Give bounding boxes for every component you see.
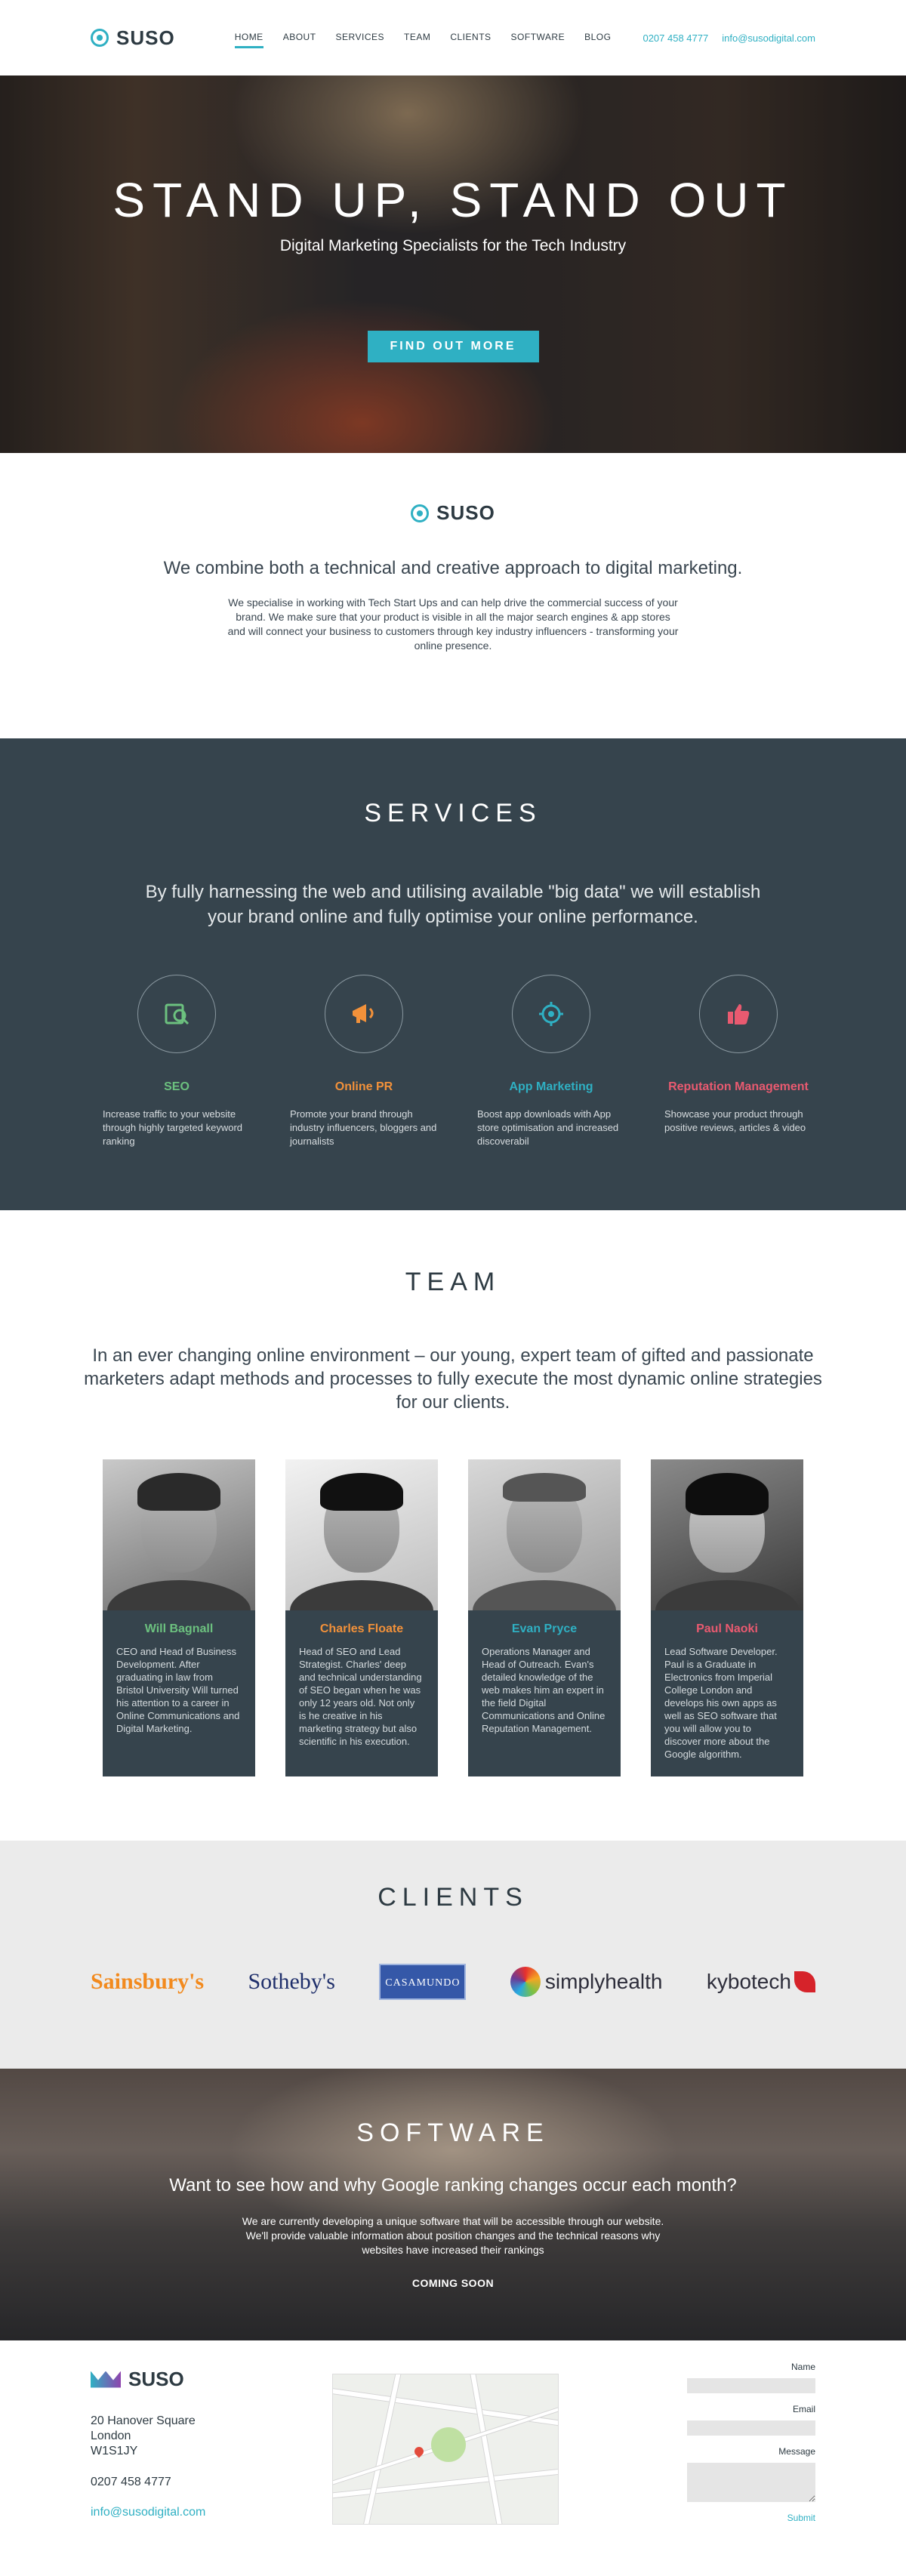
team-cards <box>0 1459 906 1776</box>
message-label: Message <box>778 2446 815 2457</box>
team-lead: In an ever changing online environment – our young, expert team of gifted and passionate marketers adapt methods and processes to fully execute the most dynamic online strategies for our clients. <box>84 1345 822 1413</box>
intro-logo <box>0 501 906 525</box>
nav-blog[interactable]: BLOG <box>584 32 612 42</box>
submit-button[interactable]: Submit <box>787 2513 815 2523</box>
service-desc: Increase traffic to your website through highly targeted keyword ranking <box>103 1108 243 1147</box>
clients-section <box>0 1841 906 2069</box>
target-icon <box>512 975 590 1053</box>
suso-logo-icon <box>411 504 429 522</box>
nav-home[interactable]: HOME <box>225 26 273 50</box>
main-menu <box>225 26 621 50</box>
address-line: 20 Hanover Square <box>91 2414 196 2427</box>
team-photo <box>468 1459 621 1610</box>
team-card[interactable] <box>651 1459 803 1776</box>
software-section <box>0 2069 906 2340</box>
service-name: Online PR <box>334 1080 393 1093</box>
client-logos <box>91 1964 815 2000</box>
service-reputation-management[interactable] <box>664 975 812 1148</box>
logo-text: SUSO <box>116 26 175 49</box>
team-member-bio: Head of SEO and Lead Strategist. Charles' deep and technical understanding of SEO began when he was only 12 years old. Not only is he creative in his marketing strategy but also scientific in his execution. <box>299 1646 422 1747</box>
contact-form <box>687 2362 815 2523</box>
message-field[interactable] <box>687 2463 815 2502</box>
software-lead: Want to see how and why Google ranking changes occur each month? <box>169 2175 737 2195</box>
service-name: Reputation Management <box>668 1080 809 1093</box>
nav-services[interactable]: SERVICES <box>335 32 384 42</box>
team-photo <box>103 1459 255 1610</box>
services-list <box>0 975 906 1148</box>
kybotech-logo-text: kybotech <box>706 1970 791 1993</box>
intro-body: We specialise in working with Tech Start Ups and can help drive the commercial success of your brand. We make sure that your product is visible in all the major search engines & app stores and will connect your business to customers through key industry influencers - transforming your online presence. <box>227 596 679 652</box>
nav-contact <box>643 32 815 44</box>
search-chart-icon <box>137 975 216 1053</box>
service-desc: Showcase your product through positive reviews, articles & video <box>664 1108 806 1133</box>
team-member-bio: CEO and Head of Business Development. After graduating in law from Bristol University Will turned his attention to a career in Online Communications and Digital Marketing. <box>116 1646 240 1734</box>
service-app-marketing[interactable] <box>477 975 625 1148</box>
services-section <box>0 738 906 1210</box>
nav-about[interactable]: ABOUT <box>282 32 316 42</box>
services-title: SERVICES <box>364 799 542 827</box>
sothebys-logo: Sotheby's <box>248 1969 335 1994</box>
kybotech-logo <box>707 1970 815 1994</box>
suso-logo-icon <box>91 29 109 47</box>
service-name: SEO <box>164 1080 190 1093</box>
simplyhealth-logo-text: simplyhealth <box>544 1970 663 1993</box>
top-nav <box>0 0 906 75</box>
team-member-name: Charles Floate <box>319 1622 404 1635</box>
team-member-name: Evan Pryce <box>511 1622 578 1635</box>
clients-title: CLIENTS <box>378 1883 528 1912</box>
logo-text: SUSO <box>436 501 495 524</box>
location-map[interactable] <box>332 2374 559 2525</box>
service-name: App Marketing <box>509 1080 593 1093</box>
software-title: SOFTWARE <box>356 2118 550 2147</box>
coming-soon-label: COMING SOON <box>411 2277 495 2289</box>
casamundo-logo: CASAMUNDO <box>379 1964 466 2000</box>
footer-address <box>91 2414 332 2459</box>
name-field[interactable] <box>687 2378 815 2393</box>
footer-phone[interactable]: 0207 458 4777 <box>91 2476 171 2488</box>
simplyhealth-logo <box>510 1967 663 1997</box>
team-photo <box>651 1459 803 1610</box>
service-desc: Boost app downloads with App store optimisation and increased discoverabil <box>477 1108 619 1147</box>
team-member-bio: Lead Software Developer. Paul is a Graduate in Electronics from Imperial College London and develops his own apps as well as SEO software that you will allow you to discover more about the Google algorithm. <box>664 1646 778 1760</box>
logo[interactable] <box>91 26 175 50</box>
nav-email-link[interactable]: info@susodigital.com <box>722 32 815 44</box>
team-card[interactable] <box>468 1459 621 1776</box>
email-label: Email <box>792 2404 815 2414</box>
simplyhealth-swirl-icon <box>510 1967 541 1997</box>
footer-logo[interactable] <box>91 2368 332 2391</box>
software-body: We are currently developing a unique software that will be accessible through our website. We'll provide valuable information about position changes and the technical reasons why websites have increased their rankings <box>242 2215 664 2256</box>
nav-phone-link[interactable]: 0207 458 4777 <box>643 32 709 44</box>
footer-contact <box>91 2368 332 2576</box>
suso-crown-icon <box>91 2371 121 2388</box>
team-card[interactable] <box>103 1459 255 1776</box>
service-seo[interactable] <box>103 975 251 1148</box>
team-title: TEAM <box>405 1268 501 1296</box>
nav-clients[interactable]: CLIENTS <box>450 32 492 42</box>
team-card[interactable] <box>285 1459 438 1776</box>
footer <box>0 2340 906 2576</box>
hero-title: STAND UP, STAND OUT <box>112 173 794 227</box>
email-field[interactable] <box>687 2420 815 2436</box>
nav-team[interactable]: TEAM <box>404 32 431 42</box>
service-desc: Promote your brand through industry influencers, bloggers and journalists <box>290 1108 437 1147</box>
intro-lead: We combine both a technical and creative approach to digital marketing. <box>163 558 743 578</box>
map-park <box>431 2427 466 2462</box>
address-line: W1S1JY <box>91 2445 138 2457</box>
footer-logo-text: SUSO <box>128 2368 184 2390</box>
hero-subtitle: Digital Marketing Specialists for the Tech Industry <box>279 237 627 254</box>
service-online-pr[interactable] <box>290 975 438 1148</box>
thumbs-up-icon <box>699 975 778 1053</box>
team-photo <box>285 1459 438 1610</box>
team-section <box>0 1210 906 1841</box>
services-lead: By fully harnessing the web and utilising available "big data" we will establish your brand online and fully optimise your online performance. <box>145 882 761 927</box>
team-member-bio: Operations Manager and Head of Outreach. Evan's detailed knowledge of the web makes him an expert in the field Digital Communications and Online Reputation Management. <box>482 1646 606 1734</box>
intro-section <box>0 453 906 738</box>
kybotech-leaf-icon <box>794 1971 815 1992</box>
megaphone-icon <box>325 975 403 1053</box>
find-out-more-button[interactable]: FIND OUT MORE <box>368 331 539 362</box>
name-label: Name <box>790 2362 815 2372</box>
footer-email[interactable]: info@susodigital.com <box>91 2506 206 2519</box>
address-line: London <box>91 2430 131 2442</box>
sainsburys-logo: Sainsbury's <box>91 1969 205 1994</box>
team-member-name: Paul Naoki <box>696 1622 758 1635</box>
team-member-name: Will Bagnall <box>144 1622 214 1635</box>
hero-banner <box>0 75 906 453</box>
nav-software[interactable]: SOFTWARE <box>510 32 565 42</box>
